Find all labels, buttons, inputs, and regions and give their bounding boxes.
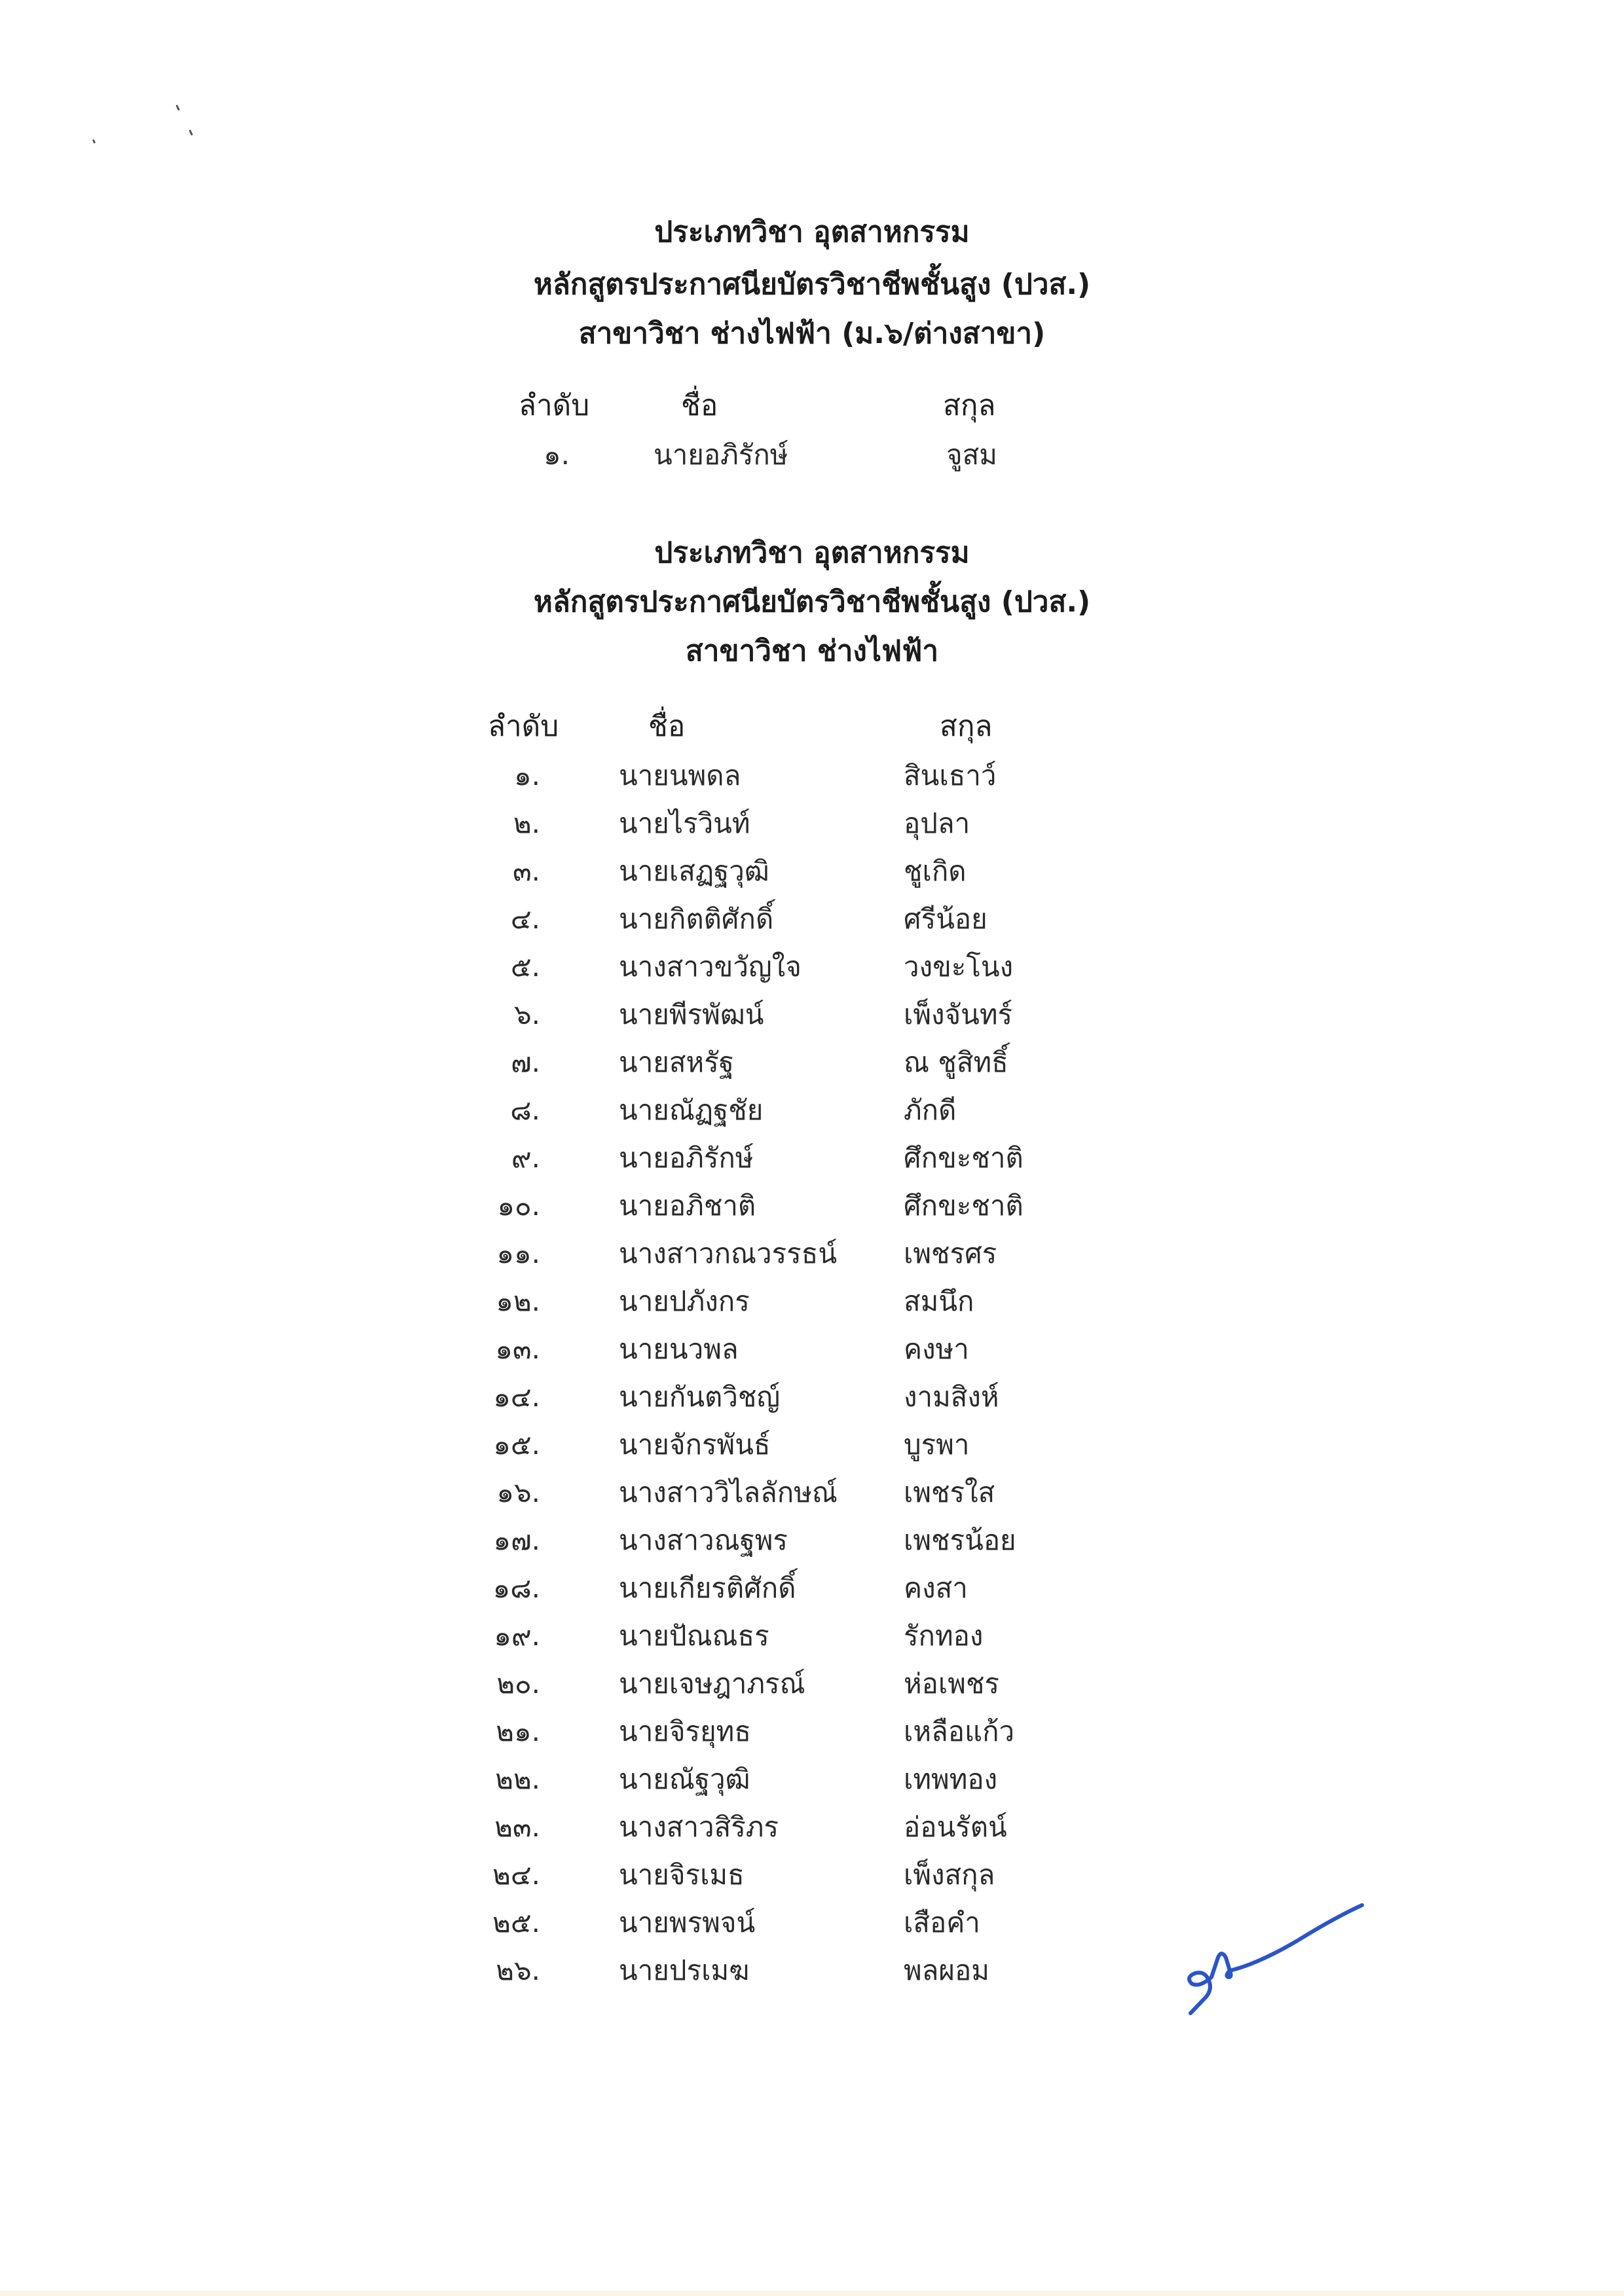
section-2-title-program: หลักสูตรประกาศนียบัตรวิชาชีพชั้นสูง (ปวส.): [533, 585, 1091, 619]
row-name: นายณัฏฐชัย: [619, 1094, 764, 1126]
row-name: นายเกียรติศักดิ์: [619, 1572, 796, 1604]
row-name: นายอภิรักษ์: [619, 1142, 754, 1174]
row-number: ๒๑.: [496, 1715, 540, 1747]
row-name: นายณัฐวุฒิ: [619, 1763, 750, 1795]
row-name: นางสาวกณวรรธน์: [619, 1237, 838, 1269]
row-name: นายจักรพันธ์: [619, 1429, 771, 1461]
row-name: นายอภิรักษ์: [654, 439, 788, 471]
row-number: ๙.: [511, 1142, 540, 1174]
row-name: นายปรเมฆ: [619, 1954, 750, 1986]
section-1-title-program: หลักสูตรประกาศนียบัตรวิชาชีพชั้นสูง (ปวส.): [533, 268, 1091, 301]
row-number: ๒๕.: [492, 1906, 540, 1939]
section-2-header-name: ชื่อ: [648, 710, 686, 743]
row-number: ๒๓.: [494, 1811, 540, 1843]
row-surname: พลผอม: [904, 1954, 989, 1986]
row-surname: ห่อเพชร: [904, 1667, 1000, 1700]
row-number: ๗.: [511, 1046, 540, 1078]
section-1-header-name: ชื่อ: [681, 389, 718, 422]
row-surname: เพชรน้อย: [904, 1524, 1016, 1556]
row-number: ๔.: [510, 903, 540, 935]
row-name: นายกันตวิชญ์: [619, 1381, 781, 1413]
section-2-header-surname: สกุล: [940, 710, 993, 743]
row-name: นายปภังกร: [619, 1285, 750, 1317]
row-number: ๘.: [510, 1094, 540, 1126]
row-name: นางสาวณฐพร: [619, 1524, 788, 1556]
row-surname: ชูเกิด: [904, 855, 967, 887]
row-number: ๑๓.: [495, 1333, 540, 1365]
row-name: นายไรวินท์: [619, 807, 750, 839]
row-surname: ศรีน้อย: [904, 903, 987, 935]
row-number: ๕.: [510, 951, 540, 983]
row-surname: เสือคำ: [904, 1906, 980, 1939]
signature: [1166, 1872, 1375, 2030]
row-number: ๑๑.: [496, 1237, 540, 1269]
row-name: นายเจษฎาภรณ์: [619, 1667, 805, 1700]
row-name: นายปัณณธร: [619, 1620, 769, 1652]
section-2-header-order: ลำดับ: [488, 710, 559, 743]
row-number: ๑๗.: [493, 1524, 540, 1556]
row-surname: บูรพา: [904, 1429, 970, 1461]
section-1-header-order: ลำดับ: [519, 389, 590, 422]
section-2-title-category: ประเภทวิชา อุตสาหกรรม: [654, 536, 970, 570]
row-number: ๒๒.: [495, 1763, 540, 1795]
row-surname: เพ็งสกุล: [904, 1859, 995, 1891]
row-surname: เพชรศร: [904, 1237, 997, 1269]
row-surname: สินเธาว์: [904, 759, 997, 792]
row-name: นางสาวสิริภร: [619, 1811, 779, 1843]
section-1-title-major: สาขาวิชา ช่างไฟฟ้า (ม.๖/ต่างสาขา): [578, 317, 1046, 350]
scan-bottom-edge: [0, 2291, 1624, 2296]
row-number: ๒๖.: [496, 1954, 540, 1986]
row-name: นายกิตติศักดิ์: [619, 903, 774, 935]
row-surname: จูสม: [946, 439, 997, 471]
row-number: ๒๐.: [496, 1667, 540, 1700]
row-surname: เหลือแก้ว: [904, 1715, 1015, 1747]
row-surname: อุปลา: [904, 807, 970, 839]
row-surname: เพชรใส: [904, 1476, 995, 1508]
row-surname: ณ ชูสิทธิ์: [904, 1046, 1008, 1078]
scan-speck: [189, 130, 193, 136]
row-number: ๑๘.: [492, 1572, 540, 1604]
row-number: ๑๕.: [493, 1429, 540, 1461]
row-name: นายพรพจน์: [619, 1906, 756, 1939]
row-name: นายจิรยุทธ: [619, 1715, 752, 1747]
scan-speck: [175, 105, 180, 111]
row-surname: รักทอง: [904, 1620, 984, 1652]
scan-speck: [92, 139, 96, 144]
row-name: นายสหรัฐ: [619, 1046, 734, 1078]
section-1-header-surname: สกุล: [943, 389, 996, 422]
row-number: ๑.: [513, 759, 540, 792]
row-number: ๒.: [513, 807, 540, 839]
row-surname: เทพทอง: [904, 1763, 998, 1795]
row-number: ๑.: [543, 439, 570, 471]
signature-stroke: [1189, 1905, 1362, 2013]
row-number: ๑๙.: [494, 1620, 540, 1652]
row-number: ๑๐.: [497, 1190, 540, 1222]
row-number: ๖.: [513, 998, 540, 1030]
row-surname: งามสิงห์: [904, 1381, 999, 1413]
section-2-title-major: สาขาวิชา ช่างไฟฟ้า: [685, 634, 939, 668]
row-number: ๑๒.: [496, 1285, 540, 1317]
row-number: ๑๔.: [493, 1381, 540, 1413]
row-name: นายนพดล: [619, 759, 741, 792]
row-surname: ภักดี: [904, 1094, 957, 1126]
row-surname: คงสา: [904, 1572, 968, 1604]
row-surname: ศึกขะชาติ: [904, 1190, 1024, 1222]
row-number: ๓.: [512, 855, 540, 887]
row-number: ๑๖.: [496, 1476, 540, 1508]
row-surname: เพ็งจันทร์: [904, 998, 1013, 1030]
row-name: นางสาวขวัญใจ: [619, 951, 802, 983]
row-surname: ศึกขะชาติ: [904, 1142, 1024, 1174]
row-surname: คงษา: [904, 1333, 969, 1365]
row-number: ๒๔.: [492, 1859, 540, 1891]
row-name: นายพีรพัฒน์: [619, 998, 764, 1030]
row-surname: สมนึก: [904, 1285, 974, 1317]
row-surname: วงขะโนง: [904, 951, 1014, 983]
row-name: นายจิรเมธ: [619, 1859, 745, 1891]
row-name: นายนวพล: [619, 1333, 739, 1365]
row-name: นายเสฏฐวุฒิ: [619, 855, 769, 887]
section-1-title-category: ประเภทวิชา อุตสาหกรรม: [654, 215, 970, 249]
row-surname: อ่อนรัตน์: [904, 1811, 1007, 1843]
row-name: นางสาววิไลลักษณ์: [619, 1476, 838, 1508]
row-name: นายอภิชาติ: [619, 1190, 756, 1222]
